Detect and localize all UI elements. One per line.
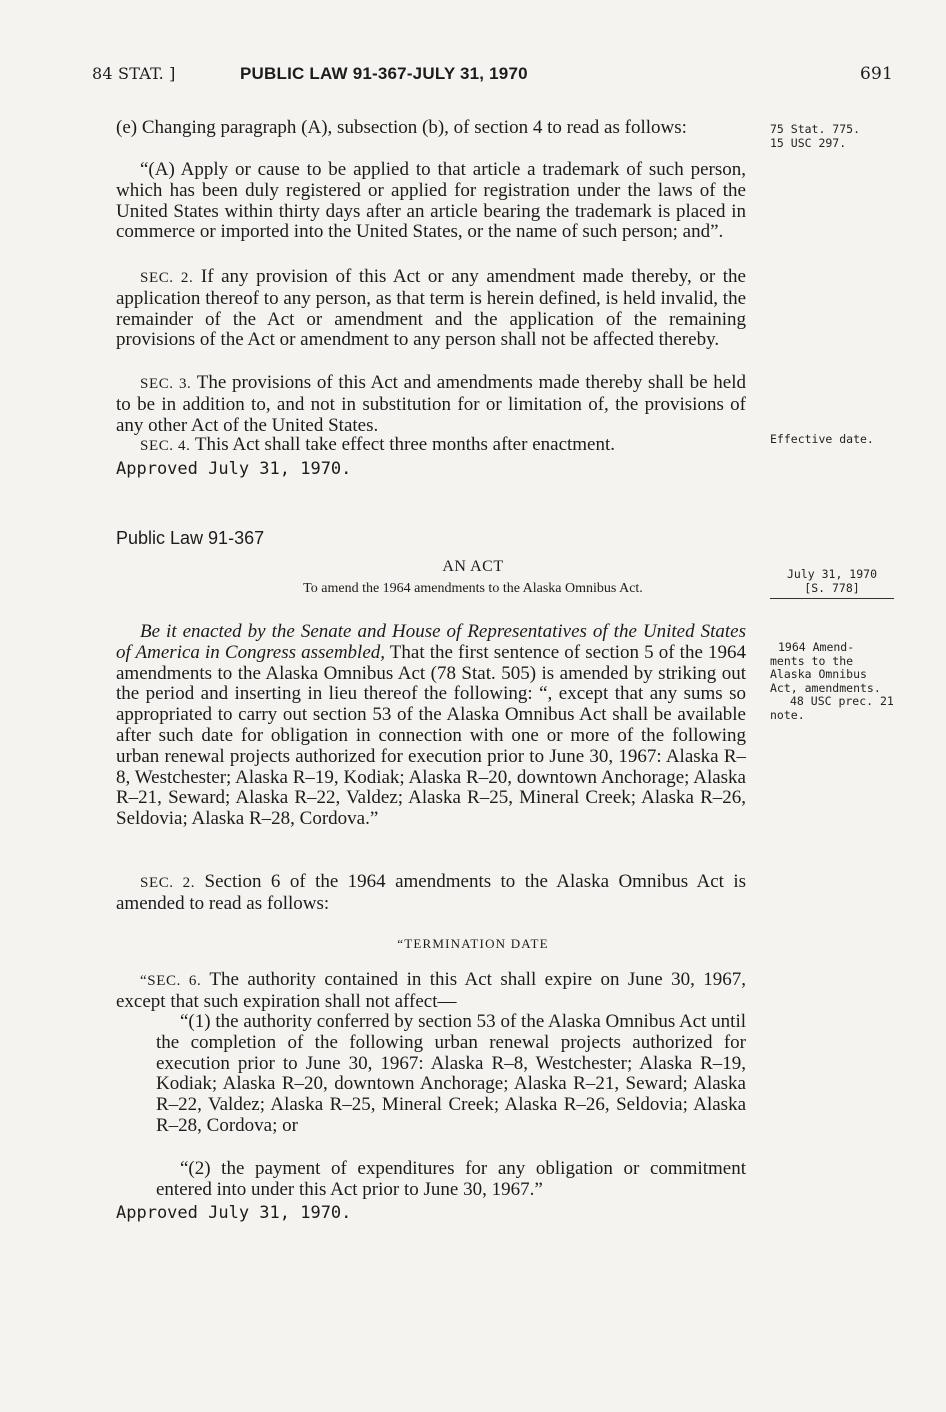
margin-note-citation: 75 Stat. 775. 15 USC 297. — [770, 122, 861, 150]
termination-date-heading: “TERMINATION DATE — [397, 936, 549, 951]
section-6-text: “SEC. 6. The authority contained in this Act shall expire on June 30, 1967, except that such expiration shall not affect— — [116, 969, 746, 1012]
paragraph-e: (e) Changing paragraph (A), subsection (b), of section 4 to read as follows: — [116, 117, 687, 138]
section-4-effective-date: SEC. 4. This Act shall take effect three months after enactment. — [140, 434, 616, 455]
item-2: “(2) the payment of expenditures for any obligation or commitment entered into under this Act prior to June 30, 1967.” — [156, 1158, 746, 1200]
an-act-label: AN ACT — [442, 558, 504, 575]
page-number: 691 — [860, 64, 894, 84]
public-law-number: Public Law 91-367 — [116, 528, 265, 548]
paragraph-a: “(A) Apply or cause to be applied to that article a trademark of such person, which has been duly registered or applied for registration under the laws of the United States within thirty days after an article bearing the trademark is placed in commerce or imported into the United States, or the name of such person; and”. — [116, 159, 746, 243]
margin-divider — [770, 598, 894, 599]
act-subtitle: To amend the 1964 amendments to the Alaska Omnibus Act. — [303, 581, 643, 596]
section-2-severability: SEC. 2. If any provision of this Act or any amendment made thereby, or the application thereof to any person, as that term is herein defined, is held invalid, the remainder of the Act or amendment and the application of the remaining provisions of the Act or amendment to any person shall not be affected thereby. — [116, 266, 746, 351]
header-stat-volume: 84 STAT. ] — [92, 64, 176, 83]
header-title: PUBLIC LAW 91-367-JULY 31, 1970 — [240, 64, 528, 83]
enacting-paragraph: Be it enacted by the Senate and House of Representatives of the United States of America in Congress assembled, That the first sentence of section 5 of the 1964 amendments to the Alaska Omnibus Act (78 Stat. 505) is amended by striking out the period and inserting in lieu thereof the following: “, except that any sums so appropriated to carry out section 53 of the Alaska Omnibus Act shall be available after such date for obligation in connection with one or more of the following urban renewal projects authorized for execution prior to June 30, 1967: Alaska R–8, Westchester; Alaska R–19, Kodiak; Alaska R–20, downtown Anchorage; Alaska R–21, Seward; Alaska R–22, Valdez; Alaska R–25, Mineral Creek; Alaska R–26, Seldovia; Alaska R–28, Cordova.” — [116, 621, 746, 830]
approved-date-2: Approved July 31, 1970. — [116, 1203, 352, 1223]
section-2-amendment: SEC. 2. Section 6 of the 1964 amendments to the Alaska Omnibus Act is amended to read as follows: — [116, 871, 746, 914]
margin-note-bill-date: July 31, 1970 [S. 778] — [786, 567, 877, 595]
item-1: “(1) the authority conferred by section 53 of the Alaska Omnibus Act until the completion of the following urban renewal projects authorized for execution prior to June 30, 1967: Alaska R–8, Westchester; Alaska R–19, Kodiak; Alaska R–20, downtown Anchorage; Alaska R–21, Seward; Alaska R–22, Valdez; Alaska R–25, Mineral Creek; Alaska R–26, Seldovia; Alaska R–28, Cordova; or — [156, 1011, 746, 1136]
approved-date-1: Approved July 31, 1970. — [116, 459, 352, 479]
section-3-construction: SEC. 3. The provisions of this Act and amendments made thereby shall be held to be in addition to, and not in substitution for or limitation of, the provisions of any other Act of the United States. — [116, 372, 746, 436]
margin-note-effective-date: Effective date. — [770, 432, 874, 446]
margin-note-amendments: 1964 Amend- ments to the Alaska Omnibus Act, amendments. 48 USC prec. 21 note. — [770, 640, 894, 722]
